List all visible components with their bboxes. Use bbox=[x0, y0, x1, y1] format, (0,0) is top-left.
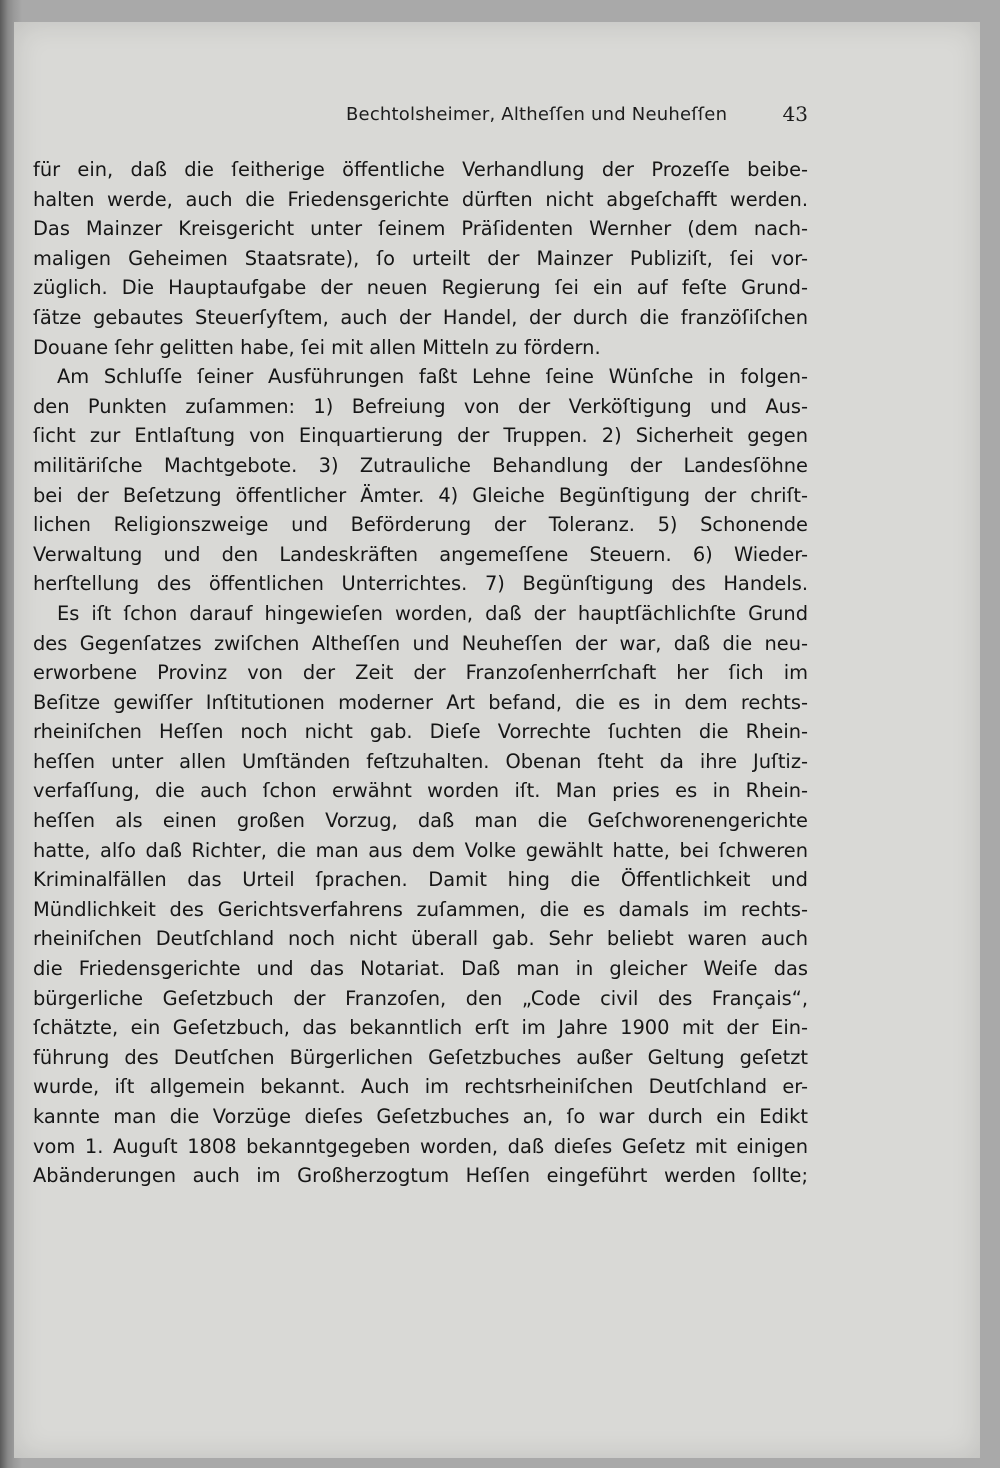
text-line: Mündlichkeit des Gerichtsverfahrens zuſammen, die es damals im rechts- bbox=[33, 897, 808, 921]
text-line: ſchätzte, ein Geſetzbuch, das bekanntlich erſt im Jahre 1900 mit der Ein- bbox=[33, 1016, 808, 1040]
text-line: ſätze gebautes Steuerſyſtem, auch der Handel, der durch die franzöſiſchen bbox=[33, 305, 808, 329]
page-header bbox=[346, 102, 808, 132]
text-line: die Friedensgerichte und das Notariat. Daß man in gleicher Weiſe das bbox=[33, 957, 808, 981]
text-line: für ein, daß die ſeitherige öffentliche Verhandlung der Prozeſſe beibe- bbox=[33, 158, 808, 181]
text-line: Verwaltung und den Landeskräften angemeſſene Steuern. 6) Wieder- bbox=[33, 542, 808, 566]
text-line: Beſitze gewiſſer Inſtitutionen moderner Art befand, die es in dem rechts- bbox=[33, 690, 808, 714]
text-line: ſicht zur Entlaſtung von Einquartierung der Truppen. 2) Sicherheit gegen bbox=[33, 424, 808, 448]
text-line: wurde, iſt allgemein bekannt. Auch im rechtsrheiniſchen Deutſchland er- bbox=[33, 1075, 808, 1099]
text-line: herſtellung des öffentlichen Unterrichtes. 7) Begünſtigung des Handels. bbox=[33, 572, 808, 596]
text-line: hatte, alſo daß Richter, die man aus dem Volke gewählt hatte, bei ſchweren bbox=[33, 838, 808, 862]
text-line: heſſen unter allen Umſtänden feſtzuhalten. Obenan ſteht da ihre Juſtiz- bbox=[33, 749, 808, 773]
text-line: bürgerliche Geſetzbuch der Franzoſen, den „Code civil des Français“, bbox=[33, 986, 808, 1010]
text-line: den Punkten zuſammen: 1) Befreiung von der Verköſtigung und Aus- bbox=[33, 394, 808, 418]
text-line: Kriminalfällen das Urteil ſprachen. Damit hing die Öffentlichkeit und bbox=[33, 868, 808, 892]
text-line: militäriſche Machtgebote. 3) Zutrauliche Behandlung der Landesſöhne bbox=[33, 453, 808, 477]
running-title: Bechtolsheimer, Altheſſen und Neuheſſen bbox=[346, 104, 728, 125]
text-line: halten werde, auch die Friedensgerichte dürften nicht abgeſchafft werden. bbox=[33, 187, 808, 211]
text-line: vom 1. Auguſt 1808 bekanntgegeben worden, daß dieſes Geſetz mit einigen bbox=[33, 1134, 808, 1158]
text-line: Douane ſehr gelitten habe, ſei mit allen Mitteln zu fördern. bbox=[33, 335, 601, 359]
text-line: kannte man die Vorzüge dieſes Geſetzbuches an, ſo war durch ein Edikt bbox=[33, 1105, 808, 1128]
text-line: Es iſt ſchon darauf hingewieſen worden, daß der hauptſächlichſte Grund bbox=[57, 601, 808, 625]
text-line: züglich. Die Hauptaufgabe der neuen Regierung ſei ein auf feſte Grund- bbox=[33, 276, 808, 300]
body-text bbox=[33, 155, 808, 1191]
text-line: verfaſſung, die auch ſchon erwähnt worden iſt. Man pries es in Rhein- bbox=[33, 779, 808, 803]
text-line: Abänderungen auch im Großherzogtum Heſſen eingeführt werden ſollte; bbox=[33, 1164, 808, 1188]
text-line: heſſen als einen großen Vorzug, daß man die Geſchworenengerichte bbox=[33, 809, 808, 833]
text-line: rheiniſchen Deutſchland noch nicht überall gab. Sehr beliebt waren auch bbox=[33, 927, 808, 951]
text-line: Am Schluſſe ſeiner Ausführungen faßt Lehne ſeine Wünſche in folgen- bbox=[57, 365, 808, 389]
text-line: erworbene Provinz von der Zeit der Franzoſenherrſchaft her ſich im bbox=[33, 661, 808, 685]
text-line: Das Mainzer Kreisgericht unter ſeinem Präſidenten Wernher (dem nach- bbox=[33, 217, 808, 241]
text-line: führung des Deutſchen Bürgerlichen Geſetzbuches außer Geltung geſetzt bbox=[33, 1045, 808, 1069]
text-line: des Gegenſatzes zwiſchen Altheſſen und Neuheſſen der war, daß die neu- bbox=[33, 631, 808, 655]
text-line: bei der Beſetzung öffentlicher Ämter. 4) Gleiche Begünſtigung der chriſt- bbox=[33, 483, 808, 507]
text-line: rheiniſchen Heſſen noch nicht gab. Dieſe Vorrechte ſuchten die Rhein- bbox=[33, 720, 808, 744]
text-line: maligen Geheimen Staatsrate), ſo urteilt der Mainzer Publiziſt, ſei vor- bbox=[33, 246, 808, 270]
text-line: lichen Religionszweige und Beförderung der Toleranz. 5) Schonende bbox=[33, 513, 808, 537]
page-number: 43 bbox=[782, 102, 808, 126]
